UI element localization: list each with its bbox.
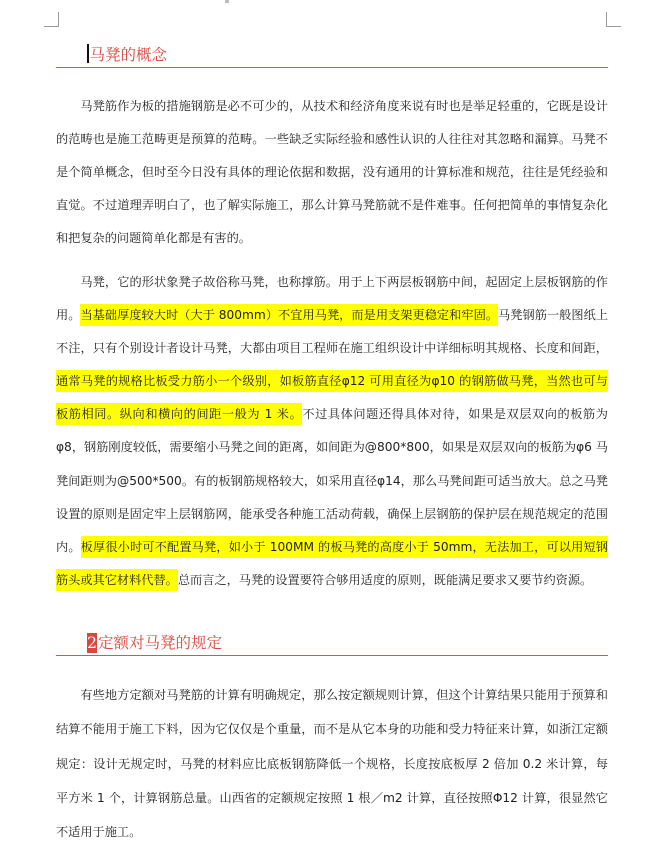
section-title: 马凳的概念 xyxy=(89,46,168,64)
paragraph-text: 马凳筋作为板的措施钢筋是必不可少的，从技术和经济角度来说有时也是举足轻重的，它既是设计的范畴也是施工范畴更是预算的范畴。一些缺乏实际经验和感性认识的人往往对其忽略和漏算。马凳不是个简单概念，但时至今日没有具体的理论依据和数据，没有通用的计算标准和规范，往往是凭经验和直觉。不过道理弄明白了，也了解实际施工，那么计算马凳筋就不是件难事。任何把简单的事情复杂化和把复杂的问题简单化都是有害的。 xyxy=(56,99,608,246)
margin-corner-top-right xyxy=(606,12,621,27)
section-title: 定额对马凳的规定 xyxy=(98,634,223,652)
highlighted-text: 通常马凳的规格比板受力筋小一个级别，如板筋直径φ12 可用直径为φ10 的钢筋做马凳，当然也可与板筋相同。纵向和横向的间距一般为 1 米。 xyxy=(56,370,608,425)
highlighted-text: 板厚很小时可不配置马凳，如小于 100MM 的板马凳的高度小于 50mm，无法加工，可以用短钢筋头或其它材料代替。 xyxy=(56,536,608,591)
paragraph-text: 马凳，它的形状象凳子故俗称马凳，也称撑筋。用于上下两层板钢筋中间，起固定上层板钢筋的作用。 xyxy=(56,275,608,323)
paragraph[interactable] xyxy=(56,90,608,255)
margin-corner-top-left xyxy=(44,12,59,27)
text-cursor xyxy=(87,44,89,63)
paragraph-text: 有些地方定额对马凳筋的计算有明确规定，那么按定额规则计算，但这个计算结果只能用于预算和结算不能用于施工下料，因为它仅仅是个重量，而不是从它本身的功能和受力特征来计算，如浙江定额规定：设计无规定时，马凳的材料应比底板钢筋降低一个规格，长度按底板厚 2 倍加 0.2 米计算，每平方米 1 个，计算钢筋总量。山西省的定额规定按照 1 根／m2 计算，直径按照Φ12 计算，很显然它不适用于施工。 xyxy=(56,688,608,840)
paragraph[interactable] xyxy=(56,266,608,597)
heading-number: 2 xyxy=(87,634,97,652)
paragraph-text: 总而言之，马凳的设置要符合够用适度的原则，既能满足要求又要节约资源。 xyxy=(177,572,593,587)
section-heading-2[interactable] xyxy=(56,631,608,656)
paragraph-text: 不过具体问题还得具体对待，如果是双层双向的板筋为φ8，钢筋刚度较低，需要缩小马凳之间的距离，如间距为@800*800，如果是双层双向的板筋为φ6 马凳间距则为@500*500。有的板钢筋规格较大，如采用直径φ14，那么马凳间距可适当放大。总之马凳设置的原则是固定牢上层钢筋网，能承受各种施工活动荷载，确保上层钢筋的保护层在规范规定的范围内。 xyxy=(56,407,608,554)
highlighted-text: 当基础厚度较大时（大于 800mm）不宜用马凳，而是用支架更稳定和牢固。 xyxy=(80,304,498,326)
section-heading-1[interactable] xyxy=(56,43,608,68)
paragraph-text: 马凳钢筋一般图纸上不注，只有个别设计者设计马凳，大都由项目工程师在施工组织设计中详细标明其规格、长度和间距， xyxy=(56,308,609,356)
ruler-mark xyxy=(225,0,229,3)
paragraph[interactable] xyxy=(56,678,608,849)
